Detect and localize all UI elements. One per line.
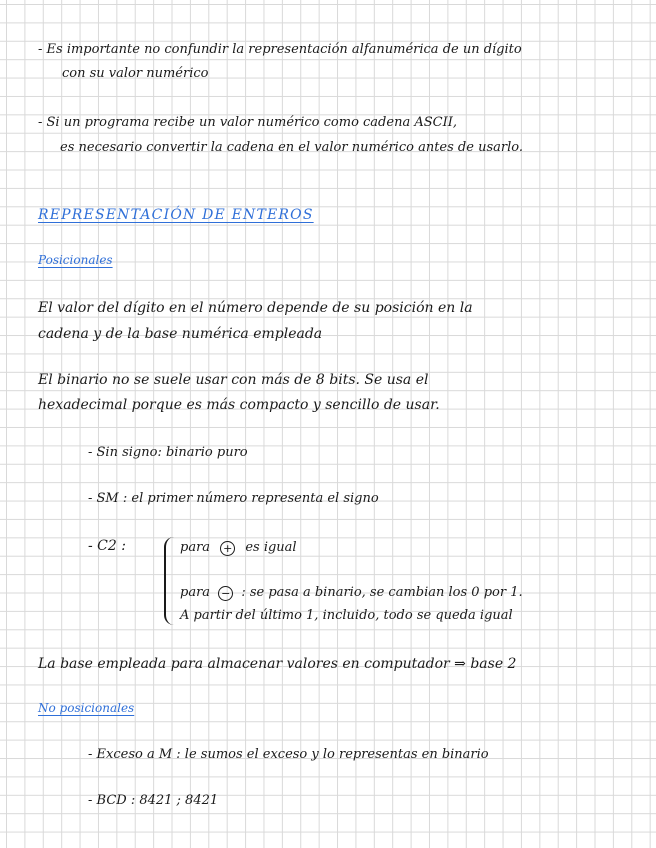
para2-line1: El binario no se suele usar con más de 8 bits. Se usa el bbox=[38, 372, 429, 388]
c2-plus-after: es igual bbox=[245, 540, 297, 555]
c2-plus-line bbox=[180, 540, 297, 556]
bullet2-line2: es necesario convertir la cadena en el valor numérico antes de usarlo. bbox=[60, 140, 523, 155]
item-sm: - SM : el primer número representa el signo bbox=[88, 491, 379, 506]
c2-line3: A partir del último 1, incluido, todo se queda igual bbox=[180, 608, 513, 623]
c2-minus-after: : se pasa a binario, se cambian los 0 por 1. bbox=[241, 585, 523, 600]
base-line: La base empleada para almacenar valores en computador ⇒ base 2 bbox=[38, 656, 517, 672]
brace-icon bbox=[164, 537, 178, 625]
c2-plus-before: para bbox=[180, 540, 211, 555]
subheading-posicionales: Posicionales bbox=[38, 253, 113, 267]
circled-plus-icon: + bbox=[220, 541, 235, 556]
para1-line1: El valor del dígito en el número depende de su posición en la bbox=[38, 300, 473, 316]
bullet2-line1: - Si un programa recibe un valor numérico como cadena ASCII, bbox=[38, 115, 457, 130]
circled-minus-icon: − bbox=[218, 586, 233, 601]
c2-minus-before: para bbox=[180, 585, 211, 600]
item-exceso: - Exceso a M : le sumos el exceso y lo representas en binario bbox=[88, 747, 489, 762]
para1-line2: cadena y de la base numérica empleada bbox=[38, 326, 323, 342]
bullet1-line1: - Es importante no confundir la representación alfanumérica de un dígito bbox=[38, 42, 522, 57]
section-title: REPRESENTACIÓN DE ENTEROS bbox=[38, 207, 314, 223]
c2-minus-line bbox=[180, 585, 523, 601]
para2-line2: hexadecimal porque es más compacto y sencillo de usar. bbox=[38, 397, 440, 413]
item-bcd: - BCD : 8421 ; 8421 bbox=[88, 793, 219, 808]
item-c2: - C2 : bbox=[88, 538, 126, 554]
item-sin-signo: - Sin signo: binario puro bbox=[88, 445, 248, 460]
subheading-no-posicionales: No posicionales bbox=[38, 701, 135, 715]
bullet1-line2: con su valor numérico bbox=[62, 66, 209, 81]
